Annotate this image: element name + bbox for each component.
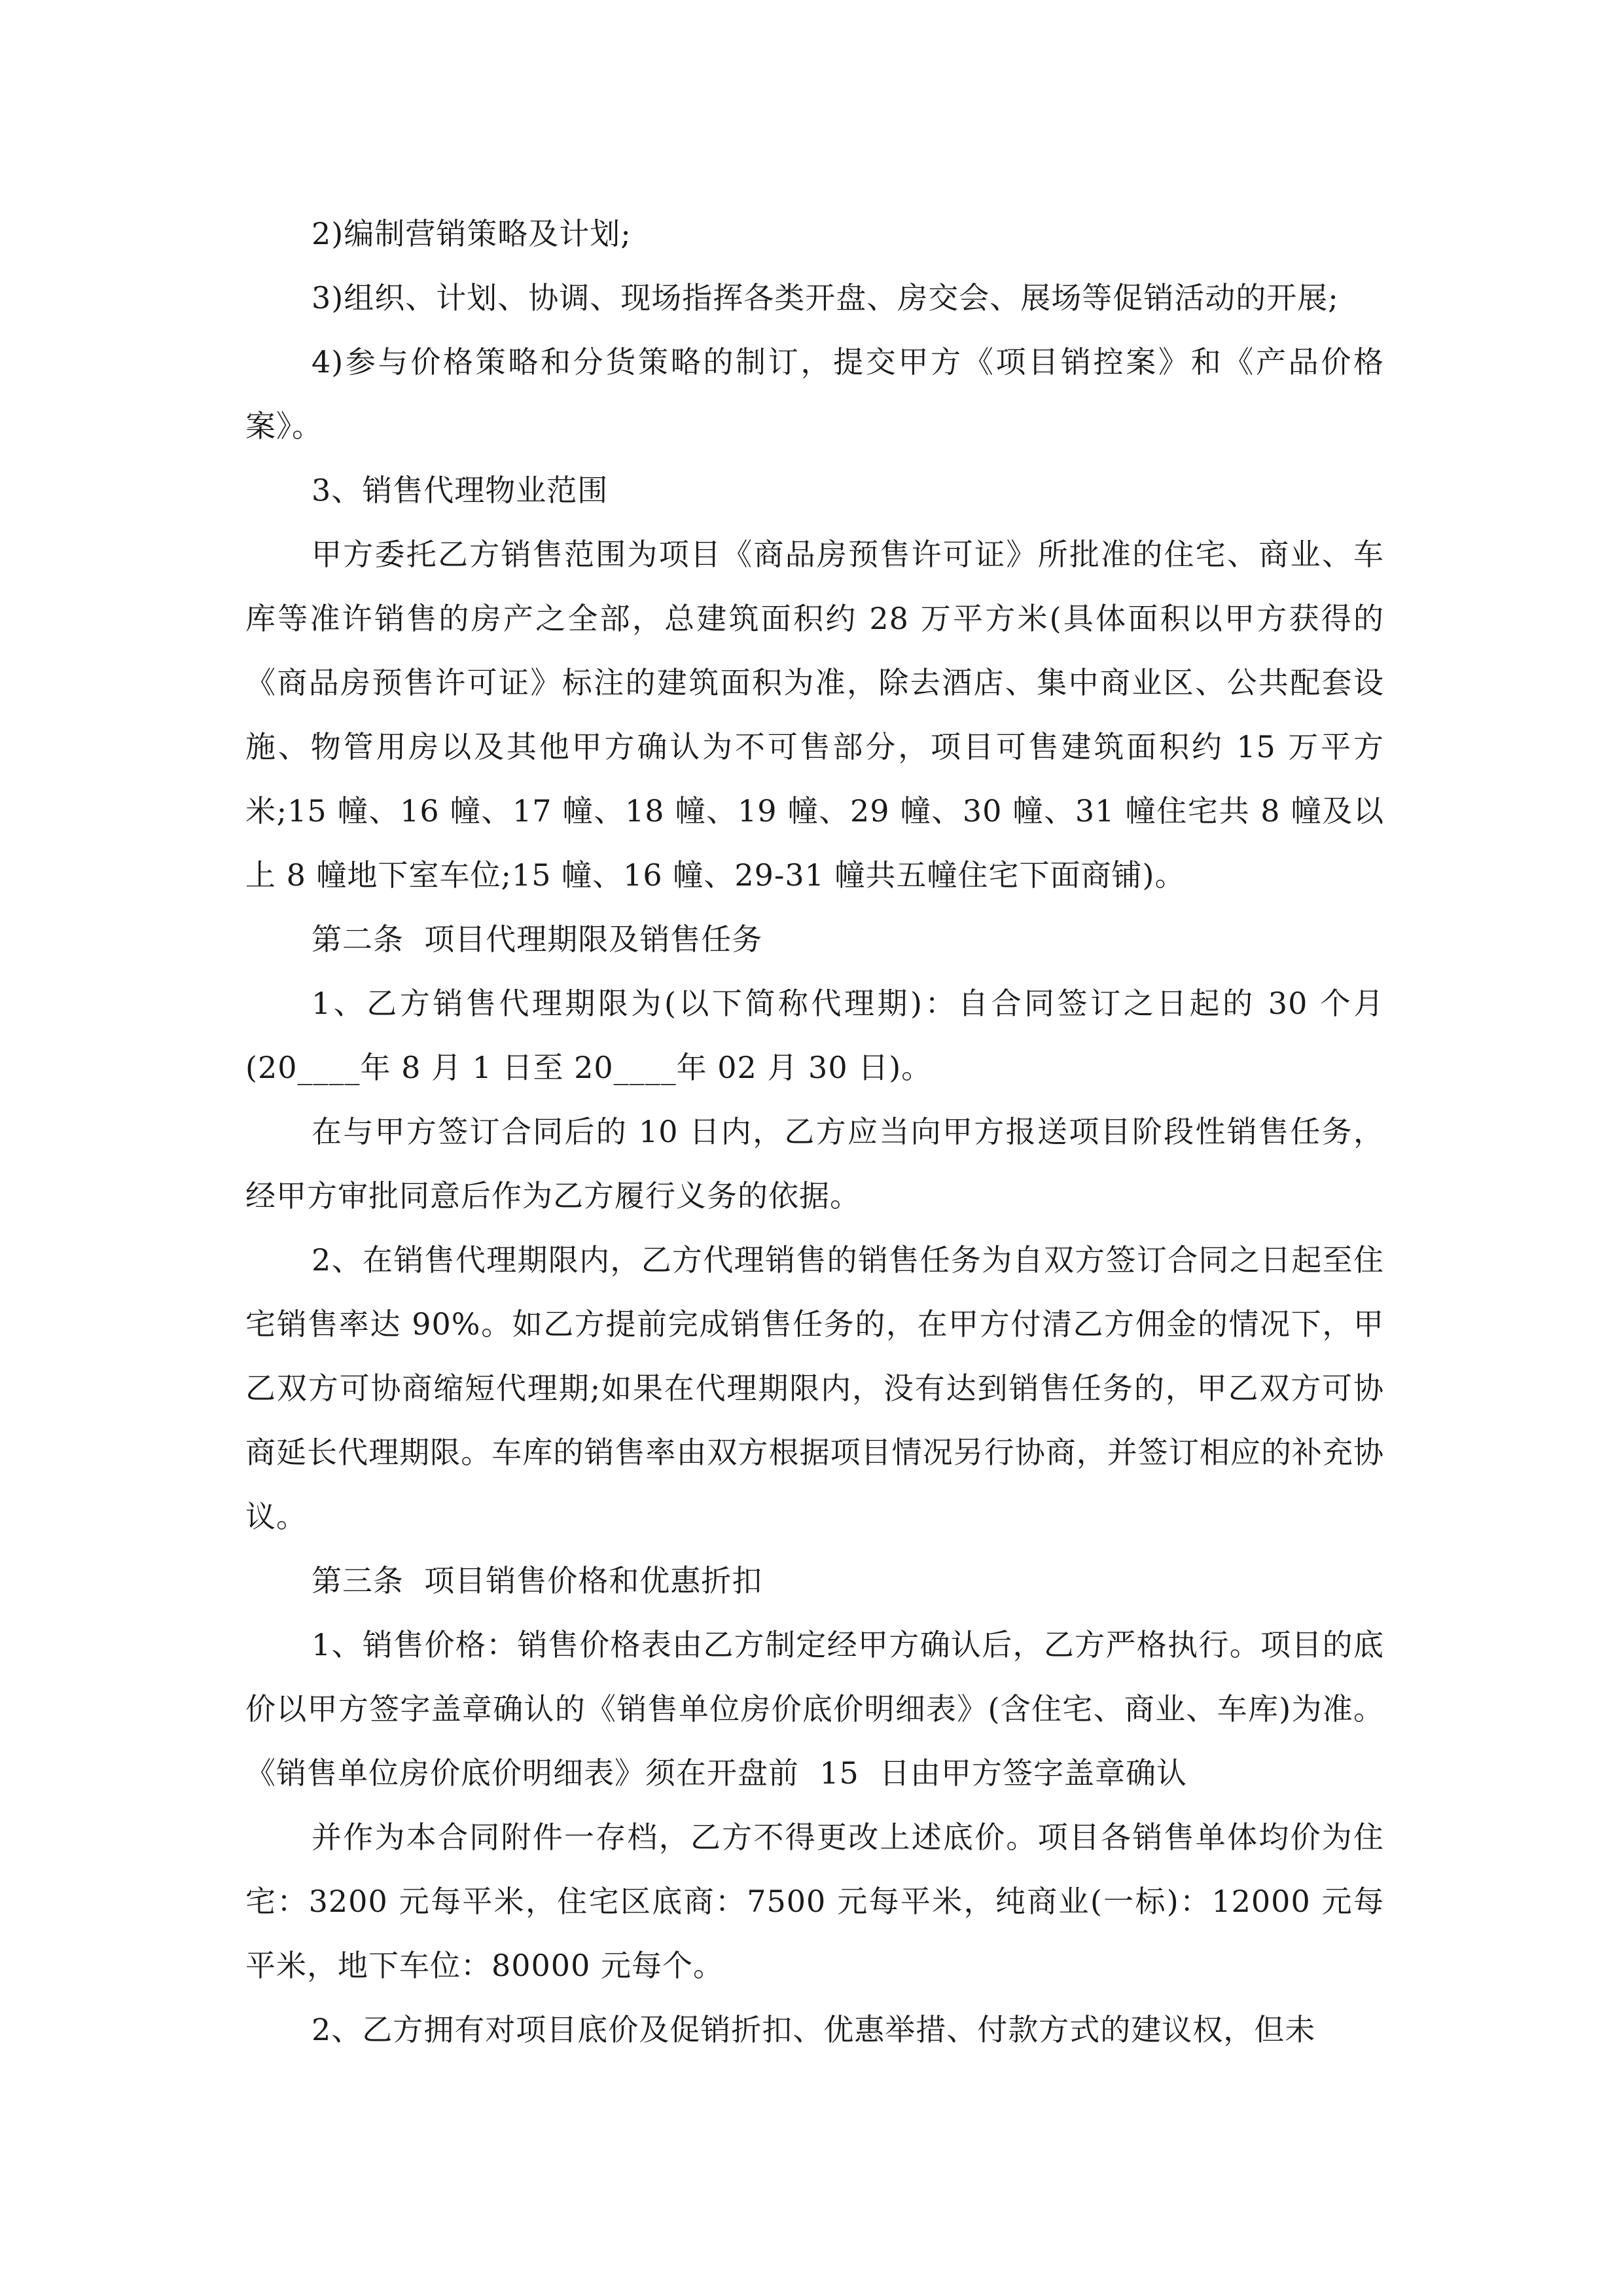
paragraph-sales-task-report: 在与甲方签订合同后的 10 日内，乙方应当向甲方报送项目阶段性销售任务，经甲方审批同意后作为乙方履行义务的依据。 — [245, 1114, 1384, 1213]
paragraph-item-2: 2)编制营销策略及计划; — [312, 216, 632, 251]
paragraph-advisory-right: 2、乙方拥有对项目底价及促销折扣、优惠举措、付款方式的建议权，但未 — [312, 2012, 1316, 2047]
paragraph-sales-scope: 甲方委托乙方销售范围为项目《商品房预售许可证》所批准的住宅、商业、车库等准许销售的房产之全部，总建筑面积约 28 万平方米(具体面积以甲方获得的《商品房预售许可证》标注的建筑面积为准，除去酒店、集中商业区、公共配套设施、物管用房以及其他甲方确认为不可售部分，项目可售建筑面积约 15 万平方米;15 幢、16 幢、17 幢、18 幢、19 幢、29 幢、30 幢、31 幢住宅共 8 幢及以上 8 幢地下室车位;15 幢、16 幢、29-31 幢共五幢住宅下面商铺)。 — [245, 537, 1384, 893]
paragraph-item-4: 4)参与价格策略和分货策略的制订，提交甲方《项目销控案》和《产品价格案》。 — [245, 344, 1384, 444]
paragraph-sales-price: 1、销售价格：销售价格表由乙方制定经甲方确认后，乙方严格执行。项目的底价以甲方签字盖章确认的《销售单位房价底价明细表》(含住宅、商业、车库)为准。《销售单位房价底价明细表》须在开盘前 15 日由甲方签字盖章确认 — [245, 1627, 1384, 1791]
paragraph-item-3: 3)组织、计划、协调、现场指挥各类开盘、房交会、展场等促销活动的开展; — [312, 280, 1339, 315]
article-heading-2: 第二条 项目代理期限及销售任务 — [312, 922, 763, 957]
paragraph-sales-task: 2、在销售代理期限内，乙方代理销售的销售任务为自双方签订合同之日起至住宅销售率达 90%。如乙方提前完成销售任务的，在甲方付清乙方佣金的情况下，甲乙双方可协商缩短代理期;如果在代理期限内，没有达到销售任务的，甲乙双方可协商延长代理期限。车库的销售率由双方根据项目情况另行协商，并签订相应的补充协议。 — [245, 1242, 1384, 1534]
paragraph-average-price: 并作为本合同附件一存档，乙方不得更改上述底价。项目各销售单体均价为住宅：3200 元每平米，住宅区底商：7500 元每平米，纯商业(一标)：12000 元每平米，地下车位：80000 元每个。 — [245, 1820, 1384, 1983]
paragraph-agency-period: 1、乙方销售代理期限为(以下简称代理期)：自合同签订之日起的 30 个月(20____年 8 月 1 日至 20____年 02 月 30 日)。 — [245, 986, 1384, 1085]
article-heading-3: 第三条 项目销售价格和优惠折扣 — [312, 1563, 763, 1598]
section-heading-sales-scope: 3、销售代理物业范围 — [312, 473, 609, 508]
document-body — [245, 202, 1384, 2062]
